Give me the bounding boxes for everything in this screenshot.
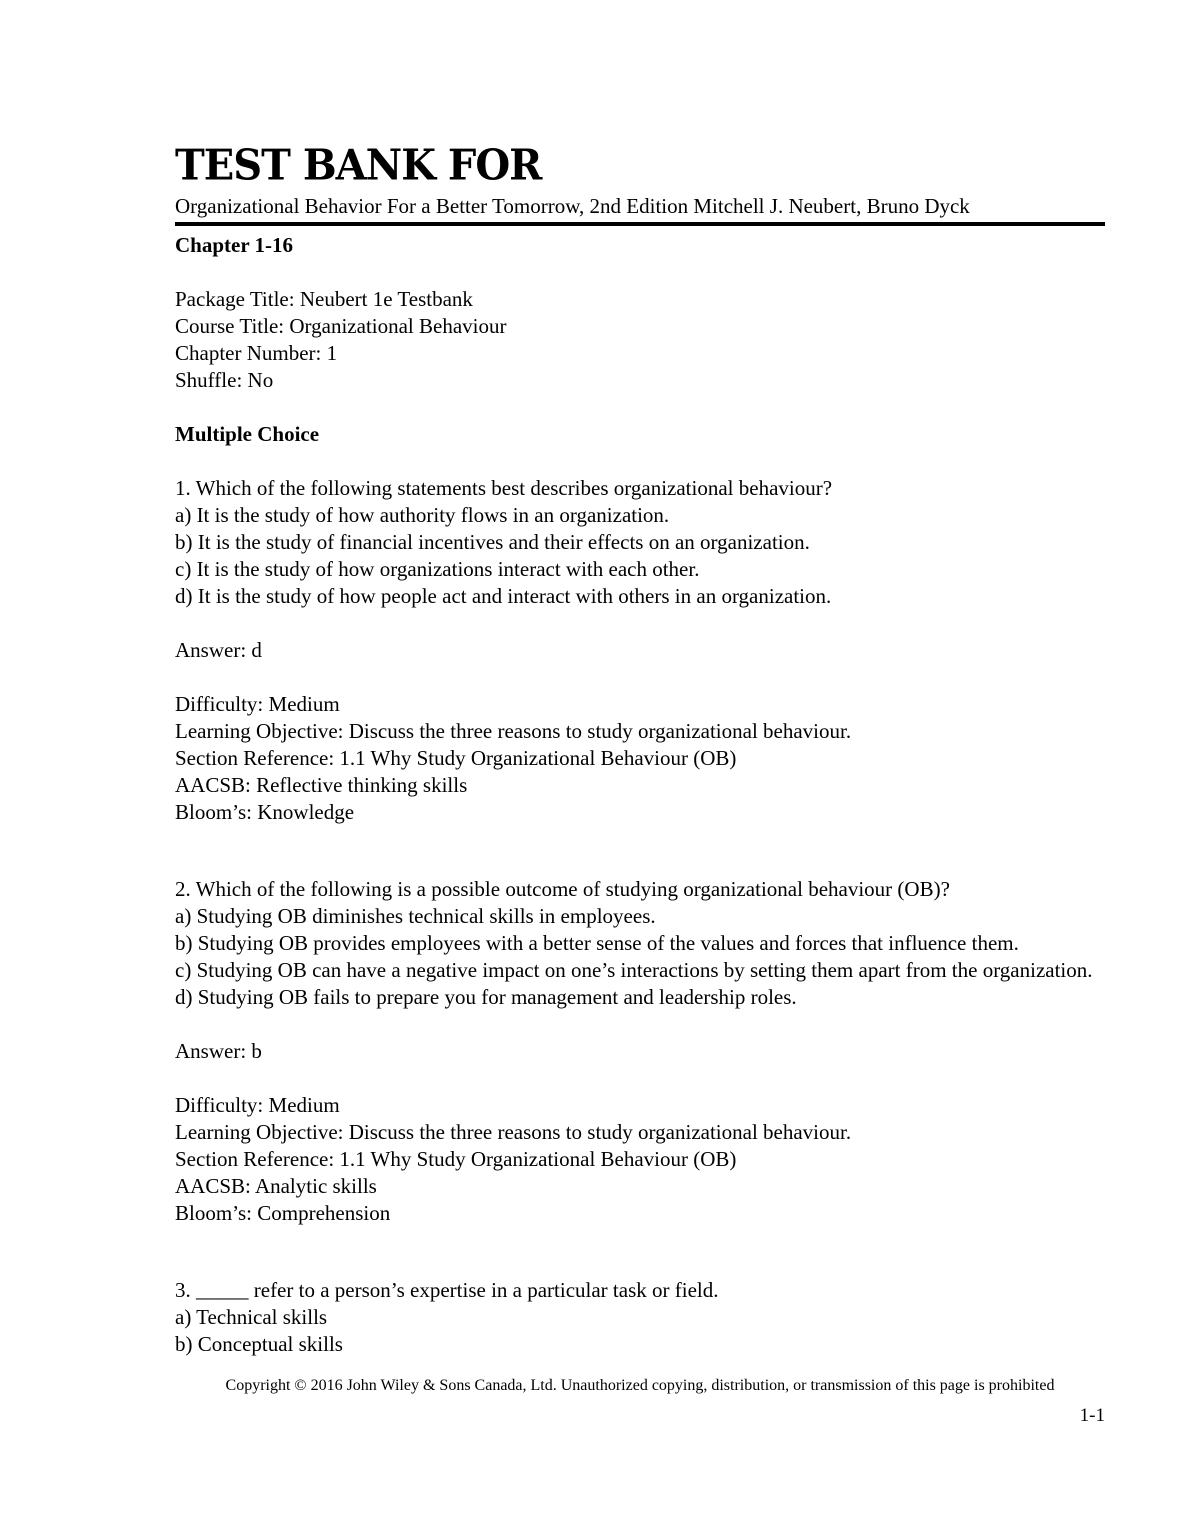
question-text: 1. Which of the following statements best describes organizational behaviour? <box>175 476 833 500</box>
meta-chapter-number: Chapter Number: 1 <box>175 341 338 365</box>
question-option: c) It is the study of how organizations interact with each other. <box>175 557 700 581</box>
question-block-2 <box>175 876 1105 1227</box>
question-option: b) Conceptual skills <box>175 1332 343 1356</box>
metadata-block <box>175 286 1105 394</box>
meta-package-title: Package Title: Neubert 1e Testbank <box>175 287 473 311</box>
question-option: a) It is the study of how authority flows in an organization. <box>175 503 670 527</box>
title-divider <box>175 222 1105 226</box>
question-aacsb: AACSB: Reflective thinking skills <box>175 773 468 797</box>
question-learning-objective: Learning Objective: Discuss the three reasons to study organizational behaviour. <box>175 719 852 743</box>
question-option: a) Studying OB diminishes technical skills in employees. <box>175 904 656 928</box>
question-aacsb: AACSB: Analytic skills <box>175 1174 377 1198</box>
page-number: 1-1 <box>1079 1405 1105 1426</box>
question-difficulty: Difficulty: Medium <box>175 692 340 716</box>
question-blooms: Bloom’s: Comprehension <box>175 1201 391 1225</box>
question-option: d) It is the study of how people act and interact with others in an organization. <box>175 584 832 608</box>
question-difficulty: Difficulty: Medium <box>175 1093 340 1117</box>
page-title: TEST BANK FOR <box>175 140 542 191</box>
question-answer: Answer: d <box>175 638 262 662</box>
copyright-notice: Copyright © 2016 John Wiley & Sons Canada, Ltd. Unauthorized copying, distribution, or transmission of this page is prohibited <box>225 1377 1055 1394</box>
question-block-1 <box>175 475 1105 826</box>
question-blooms: Bloom’s: Knowledge <box>175 800 355 824</box>
question-text: 2. Which of the following is a possible outcome of studying organizational behaviour (OB)? <box>175 877 950 901</box>
question-option: c) Studying OB can have a negative impact on one’s interactions by setting them apart from the organization. <box>175 958 1093 982</box>
question-option: b) Studying OB provides employees with a better sense of the values and forces that influence them. <box>175 931 1019 955</box>
question-text: 3. _____ refer to a person’s expertise in a particular task or field. <box>175 1278 719 1302</box>
meta-course-title: Course Title: Organizational Behaviour <box>175 314 507 338</box>
question-block-3 <box>175 1277 1105 1358</box>
question-option: d) Studying OB fails to prepare you for management and leadership roles. <box>175 985 797 1009</box>
book-title: Organizational Behavior For a Better Tomorrow, 2nd Edition Mitchell J. Neubert, Bruno Dyck <box>175 194 970 218</box>
chapter-range-heading: Chapter 1-16 <box>175 233 294 257</box>
question-learning-objective: Learning Objective: Discuss the three reasons to study organizational behaviour. <box>175 1120 852 1144</box>
section-heading: Multiple Choice <box>175 422 320 446</box>
question-section-reference: Section Reference: 1.1 Why Study Organizational Behaviour (OB) <box>175 746 737 770</box>
question-option: b) It is the study of financial incentives and their effects on an organization. <box>175 530 810 554</box>
question-option: a) Technical skills <box>175 1305 328 1329</box>
question-answer: Answer: b <box>175 1039 262 1063</box>
question-section-reference: Section Reference: 1.1 Why Study Organizational Behaviour (OB) <box>175 1147 737 1171</box>
meta-shuffle: Shuffle: No <box>175 368 274 392</box>
